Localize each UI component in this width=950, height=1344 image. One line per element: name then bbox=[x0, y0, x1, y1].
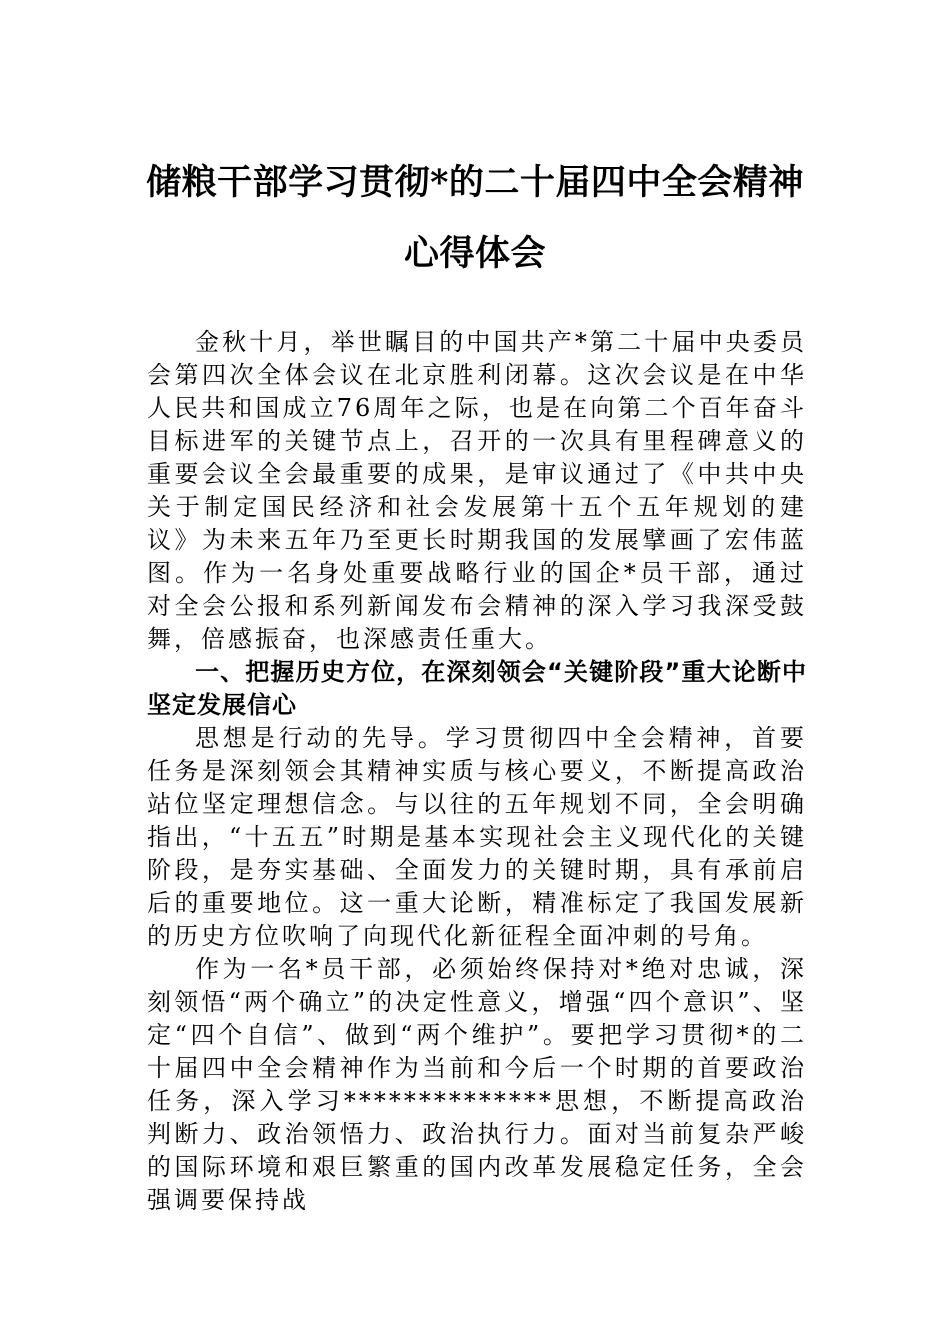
body-paragraph-3: 作为一名*员干部，必须始终保持对*绝对忠诚，深刻领悟“两个确立”的决定性意义，增强“四个意识”、坚定“四个自信”、做到“两个维护”。要把学习贯彻*的二十届四中全会精神作为当前和今后一个时期的首要政治任务，深入学习**************思想，不断提高政治判断力、政治领悟力、政治执行力。面对当前复杂严峻的国际环境和艰巨繁重的国内改革发展稳定任务，全会强调要保持战 bbox=[147, 955, 807, 1214]
document-body bbox=[147, 326, 807, 1217]
intro-paragraph: 金秋十月，举世瞩目的中国共产*第二十届中央委员会第四次全体会议在北京胜利闭幕。这次会议是在中华人民共和国成立76周年之际，也是在向第二个百年奋斗目标进军的关键节点上，召开的一次具有里程碑意义的重要会议全会最重要的成果，是审议通过了《中共中央关于制定国民经济和社会发展第十五个五年规划的建议》为未来五年乃至更长时期我国的发展擘画了宏伟蓝图。作为一名身处重要战略行业的国企*员干部，通过对全会公报和系列新闻发布会精神的深入学习我深受鼓舞，倍感振奋，也深感责任重大。 bbox=[147, 328, 807, 653]
body-paragraph-2: 思想是行动的先导。学习贯彻四中全会精神，首要任务是深刻领会其精神实质与核心要义，不断提高政治站位坚定理想信念。与以往的五年规划不同，全会明确指出，“十五五”时期是基本实现社会主义现代化的关键阶段，是夯实基础、全面发力的关键时期，具有承前启后的重要地位。这一重大论断，精准标定了我国发展新的历史方位吹响了向现代化新征程全面冲刺的号角。 bbox=[147, 724, 807, 950]
document-title-line-1: 储粮干部学习贯彻*的二十届四中全会精神 bbox=[146, 162, 804, 203]
document-title-line-2: 心得体会 bbox=[403, 233, 546, 274]
section-heading-1: 一、把握历史方位，在深刻领会“关键阶段”重大论断中坚定发展信心 bbox=[147, 658, 807, 719]
